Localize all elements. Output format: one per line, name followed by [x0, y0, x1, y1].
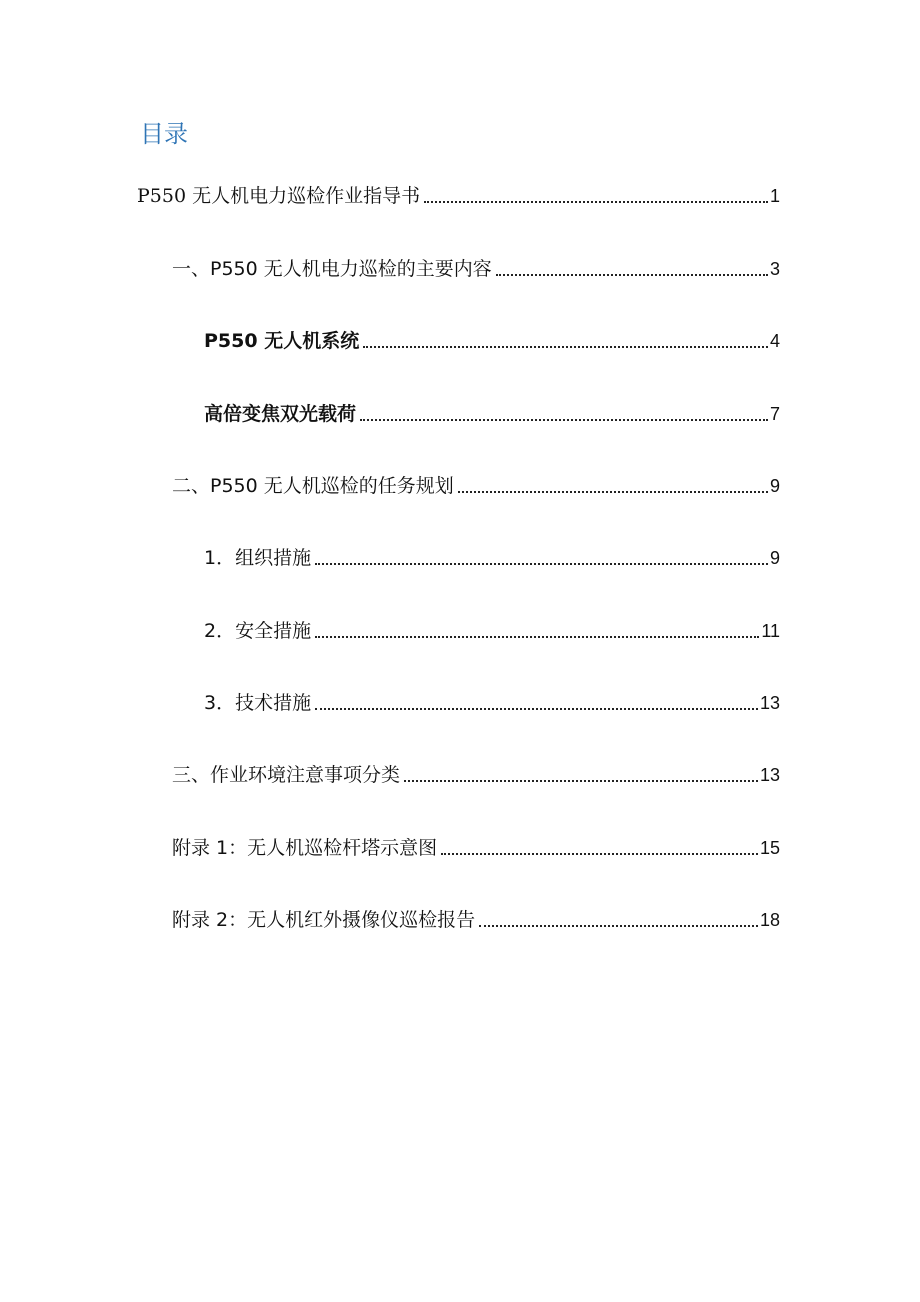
toc-entry-mission-planning[interactable]	[172, 468, 780, 498]
toc-entry-guide-title[interactable]	[137, 178, 780, 208]
toc-entry-label: P550 无人机系统	[204, 330, 360, 352]
toc-entry-page-number: 13	[759, 765, 780, 785]
toc-entry-safety-measures[interactable]	[204, 613, 780, 643]
toc-leader-dots	[404, 780, 758, 782]
toc-entry-appendix-2[interactable]	[172, 902, 780, 932]
toc-entry-page-number: 1	[769, 186, 780, 206]
toc-leader-dots	[315, 708, 758, 710]
toc-entry-label: 高倍变焦双光载荷	[204, 403, 357, 425]
toc-entry-page-number: 15	[759, 838, 780, 858]
toc-leader-dots	[360, 419, 768, 421]
toc-entry-page-number: 3	[769, 259, 780, 279]
toc-entry-label: 一、P550 无人机电力巡检的主要内容	[172, 258, 492, 280]
toc-leader-dots	[315, 563, 768, 565]
toc-entry-label: 3．技术措施	[204, 692, 312, 714]
toc-leader-dots	[458, 491, 768, 493]
toc-entry-page-number: 9	[769, 476, 780, 496]
toc-entry-label: 附录 1：无人机巡检杆塔示意图	[172, 837, 438, 859]
toc-entry-uav-system[interactable]	[204, 323, 780, 353]
toc-leader-dots	[496, 274, 768, 276]
toc-leader-dots	[424, 201, 768, 203]
toc-entry-page-number: 11	[761, 621, 780, 641]
toc-entry-page-number: 7	[769, 404, 780, 424]
toc-entry-technical-measures[interactable]	[204, 685, 780, 715]
toc-entry-page-number: 13	[759, 693, 780, 713]
toc-entry-page-number: 4	[769, 331, 780, 351]
toc-entry-label: P550 无人机电力巡检作业指导书	[137, 185, 421, 207]
toc-leader-dots	[479, 925, 758, 927]
toc-entry-page-number: 18	[759, 910, 780, 930]
toc-entry-page-number: 9	[769, 548, 780, 568]
toc-entry-label: 1．组织措施	[204, 547, 312, 569]
toc-heading: 目录	[140, 120, 188, 148]
toc-entry-label: 附录 2：无人机红外摄像仪巡检报告	[172, 909, 476, 931]
toc-leader-dots	[363, 346, 768, 348]
toc-entry-payload[interactable]	[204, 396, 780, 426]
toc-entry-label: 三、作业环境注意事项分类	[172, 764, 401, 786]
toc-leader-dots	[315, 636, 759, 638]
toc-entry-environment-notes[interactable]	[172, 757, 780, 787]
toc-entry-label: 2．安全措施	[204, 620, 312, 642]
toc-entry-appendix-1[interactable]	[172, 830, 780, 860]
toc-entry-organization-measures[interactable]	[204, 540, 780, 570]
toc-entry-main-content[interactable]	[172, 251, 780, 281]
toc-entry-label: 二、P550 无人机巡检的任务规划	[172, 475, 454, 497]
toc-leader-dots	[441, 853, 758, 855]
